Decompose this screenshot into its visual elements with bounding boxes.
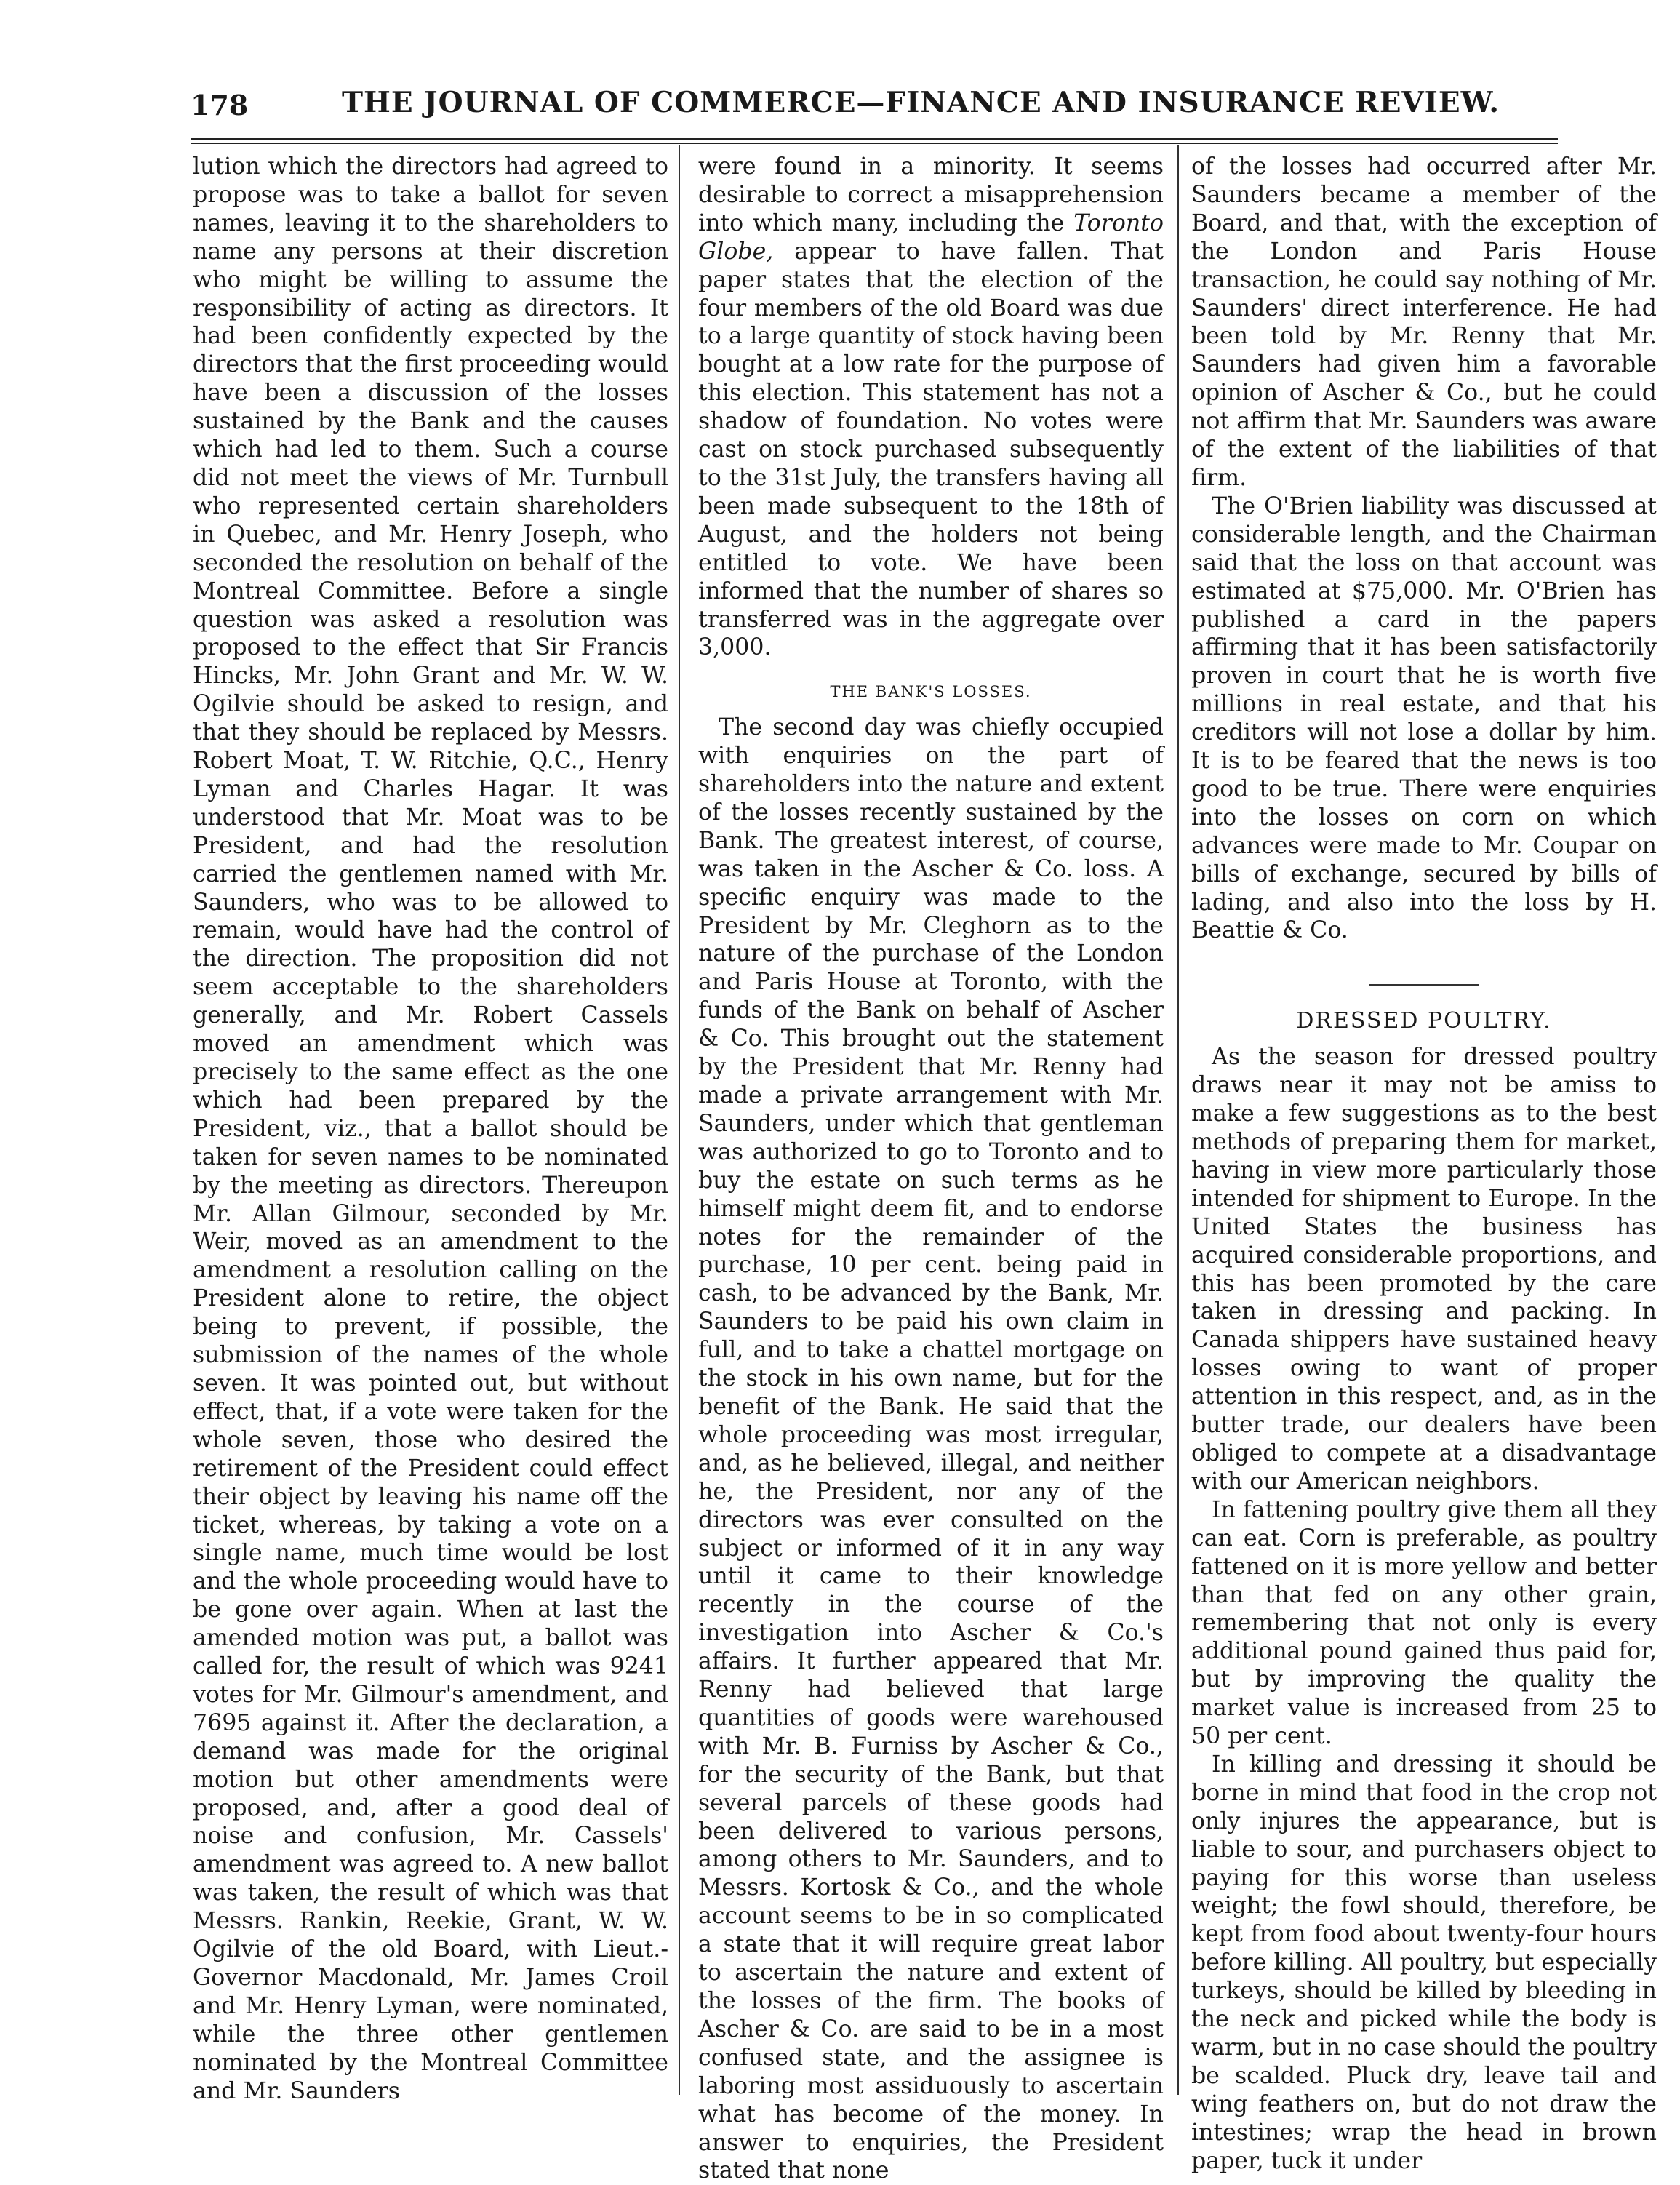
- paragraph: The second day was chiefly occupied with enquiries on the part of shareholders into the nature and extent of the losses recently sustained by the Bank. The greatest interest, of course, was taken in the Ascher & Co. loss. A specific enquiry was made to the President by Mr. Cleghorn as to the nature of the purchase of the London and Paris House at Toronto, with the funds of the Bank on behalf of Ascher & Co. This brought out the statement by the President that Mr. Renny had made a private arrangement with Mr. Saunders, under which that gentleman was authorized to go to Toronto and to buy the estate on such terms as he himself might deem fit, and to endorse notes for the remainder of the purchase, 10 per cent. being paid in cash, to be advanced by the Bank, Mr. Saunders to be paid his own claim in full, and to take a chattel mortgage on the stock in his own name, but for the benefit of the Bank. He said that the whole proceeding was most irregular, and, as he believed, illegal, and neither he, the President, nor any of the directors was ever consulted on the subject or informed of it in any way until it came to their knowledge recently in the course of the investigation into Ascher & Co.'s affairs. It further appeared that Mr. Renny had believed that large quantities of goods were warehoused with Mr. B. Furniss by Ascher & Co., for the security of the Bank, but that several parcels of these goods had been delivered to various persons, among others to Mr. Saunders, and to Messrs. Kortosk & Co., and the whole account seems to be in so complicated a state that it will require great labor to ascertain the nature and extent of the losses of the firm. The books of Ascher & Co. are said to be in a most confused state, and the assignee is laboring most assiduously to ascertain what has become of the money. In answer to enquiries, the President stated that none: [698, 714, 1164, 2184]
- section-heading-banks-losses: THE BANK'S LOSSES.: [830, 683, 1032, 701]
- paragraph-text: were found in a minority. It seems desirable to correct a misapprehension into which many, including the: [698, 153, 1164, 236]
- column-1: [193, 153, 668, 2106]
- paragraph: As the season for dressed poultry draws near it may not be amiss to make a few suggestions as to the best methods of preparing them for market, having in view more particularly those intended for shipment to Europe. In the United States the business has acquired considerable proportions, and this has been promoted by the care taken in dressing and packing. In Canada shippers have sustained heavy losses owing to want of proper attention in this respect, and, as in the butter trade, our dealers have been obliged to compete at a disadvantage with our American neighbors.: [1191, 1044, 1657, 1495]
- page-header: [191, 86, 1558, 129]
- paragraph: In fattening poultry give them all they can eat. Corn is preferable, as poultry fattened on it is more yellow and better than that fed on any other grain, remembering that not only is every additional pound gained thus paid for, but by improving the quality the market value is increased from 25 to 50 per cent.: [1191, 1496, 1657, 1750]
- newspaper-name: Toronto Globe,: [698, 209, 1164, 265]
- paragraph: The O'Brien liability was discussed at considerable length, and the Chairman said that the loss on that account was estimated at $75,000. Mr. O'Brien has published a card in the papers affirming that it has been satisfactorily proven in court that he is worth five millions in real estate, and that his creditors will not lose a dollar by him. It is to be feared that the news is too good to be true. There were enquiries into the losses on corn on which advances were made to Mr. Coupar on bills of exchange, secured by bills of lading, and also into the loss by H. Beattie & Co.: [1191, 492, 1657, 944]
- paragraph: lution which the directors had agreed to propose was to take a ballot for seven names, leaving it to the shareholders to name any persons at their discretion who might be willing to assume the responsibility of acting as directors. It had been confidently expected by the directors that the first proceeding would have been a discussion of the losses sustained by the Bank and the causes which had led to them. Such a course did not meet the views of Mr. Turnbull who represented certain shareholders in Quebec, and Mr. Henry Joseph, who seconded the resolution on behalf of the Montreal Committee. Before a single question was asked a resolution was proposed to the effect that Sir Francis Hincks, Mr. John Grant and Mr. W. W. Ogilvie should be asked to resign, and that they should be replaced by Messrs. Robert Moat, T. W. Ritchie, Q.C., Henry Lyman and Charles Hagar. It was understood that Mr. Moat was to be President, and had the resolution carried the gentlemen named with Mr. Saunders, who was to be allowed to remain, would have had the control of the direction. The proposition did not seem acceptable to the shareholders generally, and Mr. Robert Cassels moved an amendment which was precisely to the same effect as the one which had been prepared by the President, viz., that a ballot should be taken for seven names to be nominated by the meeting as directors. Thereupon Mr. Allan Gilmour, seconded by Mr. Weir, moved as an amendment to the amendment a resolution calling on the President alone to retire, the object being to prevent, if possible, the submission of the names of the whole seven. It was pointed out, but without effect, that, if a vote were taken for the whole seven, those who desired the retirement of the President could effect their object by leaving his name off the ticket, whereas, by taking a vote on a single name, much time would be lost and the whole proceeding would have to be gone over again. When at last the amended motion was put, a ballot was called for, the result of which was 9241 votes for Mr. Gilmour's amendment, and 7695 against it. After the declaration, a demand was made for the original motion but other amendments were proposed, and, after a good deal of noise and confusion, Mr. Cassels' amendment was agreed to. A new ballot was taken, the result of which was that Messrs. Rankin, Reekie, Grant, W. W. Ogilvie of the old Board, with Lieut.-Governor Macdonald, Mr. James Croil and Mr. Henry Lyman, were nominated, while the three other gentlemen nominated by the Montreal Committee and Mr. Saunders: [193, 153, 668, 2104]
- paragraph-text: appear to have fallen. That paper states that the election of the four members of the old Board was due to a large quantity of stock having been bought at a low rate for the purpose of this election. This statement has not a shadow of foundation. No votes were cast on stock purchased subsequently to the 31st July, the transfers having all been made subsequent to the 18th of August, and the holders not being entitled to vote. We have been informed that the number of shares so transferred was in the aggregate over 3,000.: [698, 238, 1164, 661]
- column-divider-2: [1177, 145, 1179, 2095]
- paragraph: of the losses had occurred after Mr. Saunders became a member of the Board, and that, with the exception of the London and Paris House transaction, he could say nothing of Mr. Saunders' direct interference. He had been told by Mr. Renny that Mr. Saunders had given him a favorable opinion of Ascher & Co., but he could not affirm that Mr. Saunders was aware of the extent of the liabilities of that firm.: [1191, 153, 1657, 491]
- column-divider-1: [679, 145, 680, 2095]
- paragraph: In killing and dressing it should be borne in mind that food in the crop not only injures the appearance, but is liable to sour, and purchasers object to paying for this worse than useless weight; the fowl should, therefore, be kept from food about twenty-four hours before killing. All poultry, but especially turkeys, should be killed by bleeding in the neck and picked while the body is warm, but in no case should the poultry be scalded. Pluck dry, leave tail and wing feathers on, but do not draw the intestines; wrap the head in brown paper, tuck it under: [1191, 1751, 1657, 2174]
- section-heading-dressed-poultry: DRESSED POULTRY.: [1296, 1008, 1552, 1034]
- section-divider: [1369, 984, 1479, 986]
- header-rule: [191, 138, 1558, 144]
- page-number: 178: [191, 89, 249, 121]
- paragraph: [698, 153, 1164, 662]
- column-3: [1191, 153, 1657, 2176]
- column-2: [698, 153, 1164, 2185]
- journal-title: THE JOURNAL OF COMMERCE—FINANCE AND INSURANCE REVIEW.: [342, 86, 1500, 119]
